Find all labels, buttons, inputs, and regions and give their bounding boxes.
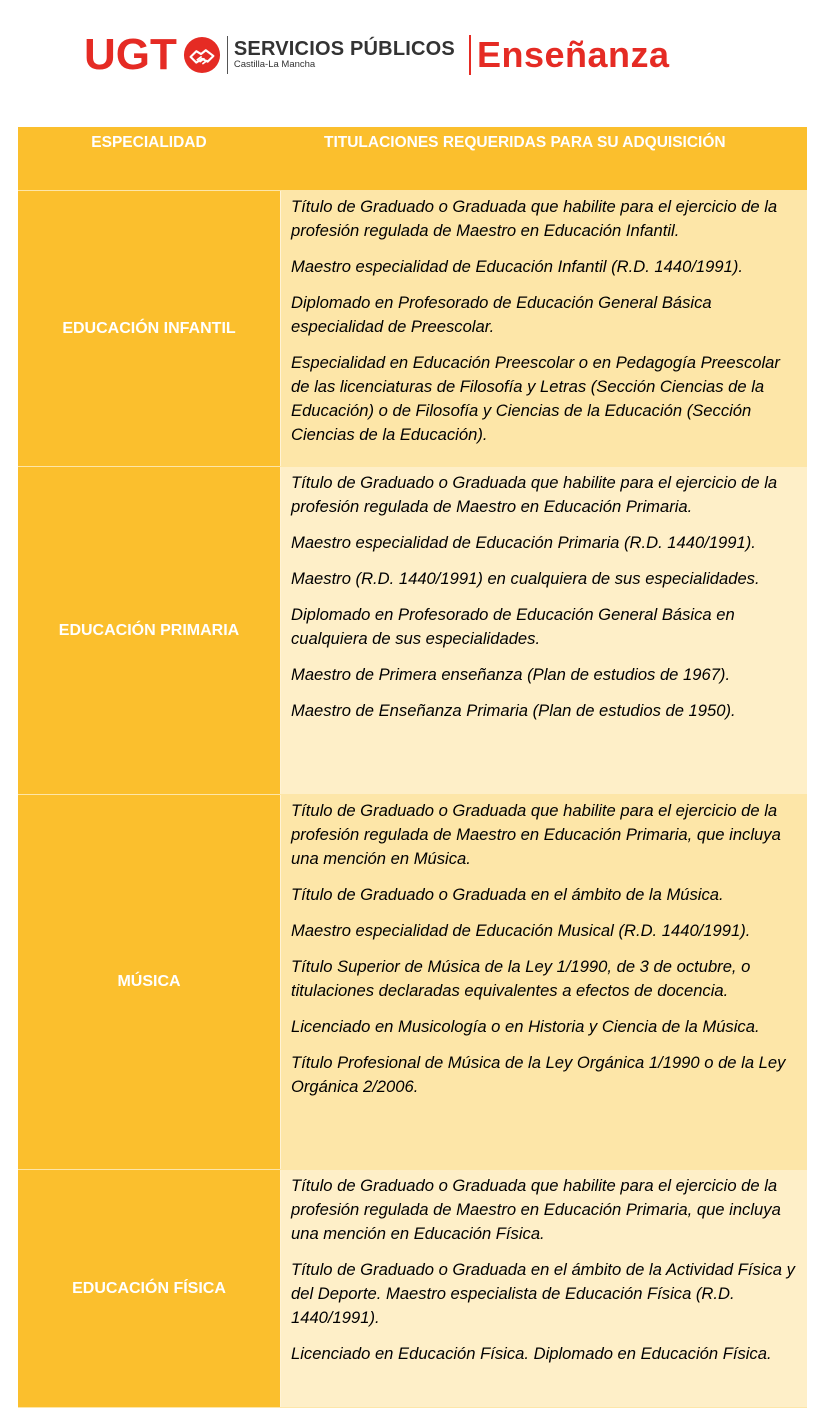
titulacion-item: Maestro de Enseñanza Primaria (Plan de estudios de 1950). [291, 701, 736, 720]
titulacion-item: Maestro especialidad de Educación Infantil (R.D. 1440/1991). [291, 257, 743, 276]
titulacion-item: Diplomado en Profesorado de Educación General Básica especialidad de Preescolar. [291, 293, 712, 336]
especialidad-cell: EDUCACIÓN PRIMARIA [18, 467, 280, 794]
titulaciones-cell [280, 1170, 807, 1407]
titulacion-item: Licenciado en Musicología o en Historia y Ciencia de la Música. [291, 1017, 760, 1036]
servicios-publicos-block [234, 39, 455, 70]
especialidad-cell: EDUCACIÓN INFANTIL [18, 191, 280, 466]
column-header-titulaciones: TITULACIONES REQUERIDAS PARA SU ADQUISICIÓN [324, 134, 726, 151]
titulaciones-table [18, 127, 807, 1408]
titulacion-item: Título de Graduado o Graduada que habilite para el ejercicio de la profesión regulada de Maestro en Educación Primaria, que incluya una mención en Educación Física. [291, 1176, 781, 1243]
especialidad-cell: MÚSICA [18, 795, 280, 1169]
titulacion-item: Título de Graduado o Graduada en el ámbito de la Música. [291, 885, 724, 904]
titulacion-item: Maestro especialidad de Educación Primaria (R.D. 1440/1991). [291, 533, 756, 552]
titulacion-item: Título de Graduado o Graduada que habilite para el ejercicio de la profesión regulada de Maestro en Educación Primaria. [291, 473, 778, 516]
titulacion-item: Maestro especialidad de Educación Musical (R.D. 1440/1991). [291, 921, 751, 940]
table-header [18, 127, 807, 191]
sector-divider [469, 35, 471, 75]
titulaciones-cell [280, 467, 807, 794]
especialidad-cell: EDUCACIÓN FÍSICA [18, 1170, 280, 1407]
titulaciones-cell [280, 795, 807, 1169]
servicios-publicos-title: SERVICIOS PÚBLICOS [233, 38, 455, 61]
titulacion-item: Título de Graduado o Graduada en el ámbito de la Actividad Física y del Deporte. Maestro especialista de Educación Física (R.D. 1440/1991). [291, 1260, 795, 1327]
titulacion-item: Diplomado en Profesorado de Educación General Básica en cualquiera de sus especialidades. [291, 605, 735, 648]
titulacion-item: Título de Graduado o Graduada que habilite para el ejercicio de la profesión regulada de Maestro en Educación Infantil. [291, 197, 778, 240]
header-logo [84, 30, 670, 80]
ugt-wordmark: UGT [84, 30, 177, 79]
titulaciones-cell [280, 191, 807, 466]
titulacion-item: Título Profesional de Música de la Ley Orgánica 1/1990 o de la Ley Orgánica 2/2006. [291, 1053, 786, 1096]
logo-divider [227, 36, 228, 74]
titulacion-item: Licenciado en Educación Física. Diplomado en Educación Física. [291, 1344, 772, 1363]
table-row [18, 191, 807, 467]
table-row [18, 795, 807, 1170]
sector-title: Enseñanza [476, 34, 670, 75]
region-subtitle: Castilla-La Mancha [233, 59, 316, 71]
titulacion-item: Título Superior de Música de la Ley 1/1990, de 3 de octubre, o titulaciones declaradas equivalentes a efectos de docencia. [291, 957, 751, 1000]
titulacion-item: Maestro de Primera enseñanza (Plan de estudios de 1967). [291, 665, 731, 684]
titulacion-item: Especialidad en Educación Preescolar o en Pedagogía Preescolar de las licenciaturas de Filosofía y Letras (Sección Ciencias de la Educación) o de Filosofía y Ciencias de la Educación (Sección Ciencias de la Educación). [291, 353, 780, 444]
titulacion-item: Título de Graduado o Graduada que habilite para el ejercicio de la profesión regulada de Maestro en Educación Primaria, que incluya una mención en Música. [291, 801, 781, 868]
table-row [18, 467, 807, 795]
handshake-emblem-icon [183, 36, 221, 74]
titulacion-item: Maestro (R.D. 1440/1991) en cualquiera de sus especialidades. [291, 569, 760, 588]
column-header-especialidad: ESPECIALIDAD [91, 134, 207, 151]
table-row [18, 1170, 807, 1408]
